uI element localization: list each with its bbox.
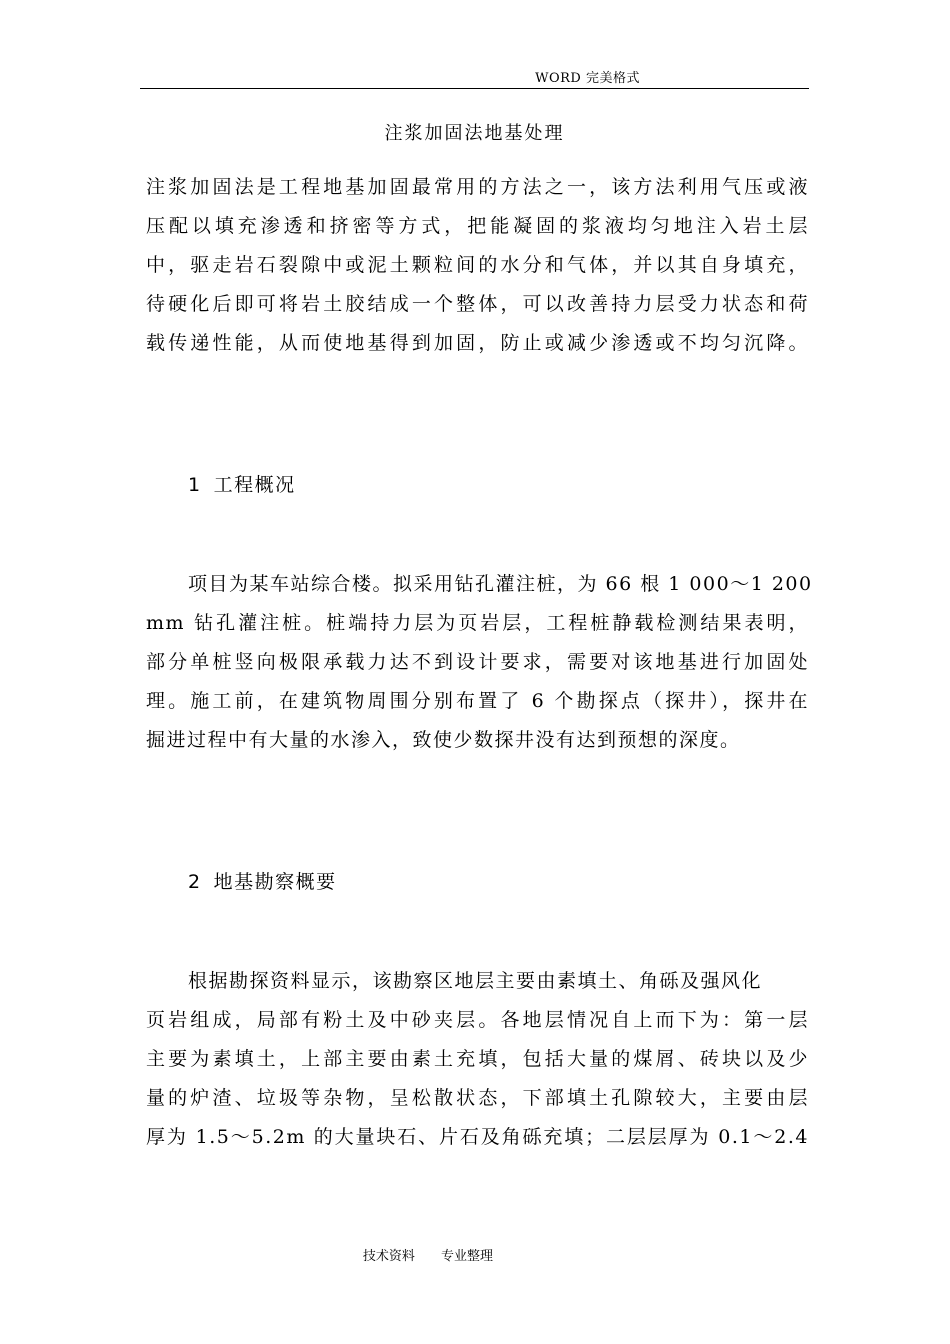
section-1-title: 工程概况 (213, 474, 296, 496)
paragraph-line: 主要为素填土，上部主要由素土充填，包括大量的煤屑、砖块以及少 (146, 1048, 809, 1070)
paragraph-line: 掘进过程中有大量的水渗入，致使少数探井没有达到预想的深度。 (146, 729, 741, 751)
paragraph-line: 注浆加固法是工程地基加固最常用的方法之一，该方法利用气压或液 (146, 176, 809, 198)
paragraph-line: 根据勘探资料显示，该勘察区地层主要由素填土、角砾及强风化 (188, 970, 763, 992)
document-title: 注浆加固法地基处理 (384, 123, 565, 144)
paragraph-line: 量的炉渣、垃圾等杂物，呈松散状态，下部填土孔隙较大，主要由层 (146, 1087, 809, 1109)
section-2-paragraph (146, 962, 809, 1157)
paragraph-line: 待硬化后即可将岩土胶结成一个整体，可以改善持力层受力状态和荷 (146, 293, 809, 315)
section-2-heading (188, 868, 337, 896)
paragraph-line: 载传递性能，从而使地基得到加固，防止或减少渗透或不均匀沉降。 (146, 332, 809, 354)
intro-paragraph (146, 168, 809, 363)
section-2-number: 2 (188, 871, 202, 893)
paragraph-line: 项目为某车站综合楼。拟采用钻孔灌注桩，为 66 根 1 000～1 200 (188, 573, 813, 595)
paragraph-line: 页岩组成，局部有粉土及中砂夹层。各地层情况自上而下为：第一层 (146, 1009, 809, 1031)
footer-label: 技术资料 专业整理 (362, 1249, 494, 1264)
paragraph-line: 厚为 1.5～5.2m 的大量块石、片石及角砾充填；二层层厚为 0.1～2.4 (146, 1126, 809, 1148)
section-2-title: 地基勘察概要 (213, 871, 337, 893)
paragraph-line: 压配以填充渗透和挤密等方式，把能凝固的浆液均匀地注入岩土层 (146, 215, 809, 237)
paragraph-line: 中，驱走岩石裂隙中或泥土颗粒间的水分和气体，并以其自身填充， (146, 254, 809, 276)
paragraph-line: mm 钻孔灌注桩。桩端持力层为页岩层，工程桩静载检测结果表明， (146, 612, 809, 634)
section-1-number: 1 (188, 474, 202, 496)
header-divider (140, 88, 809, 89)
paragraph-line: 部分单桩竖向极限承载力达不到设计要求，需要对该地基进行加固处 (146, 651, 809, 673)
paragraph-line: 理。施工前，在建筑物周围分别布置了 6 个勘探点（探井），探井在 (146, 690, 809, 712)
section-1-heading (188, 471, 296, 499)
section-1-paragraph (146, 565, 813, 760)
header-label: WORD 完美格式 (535, 71, 640, 86)
